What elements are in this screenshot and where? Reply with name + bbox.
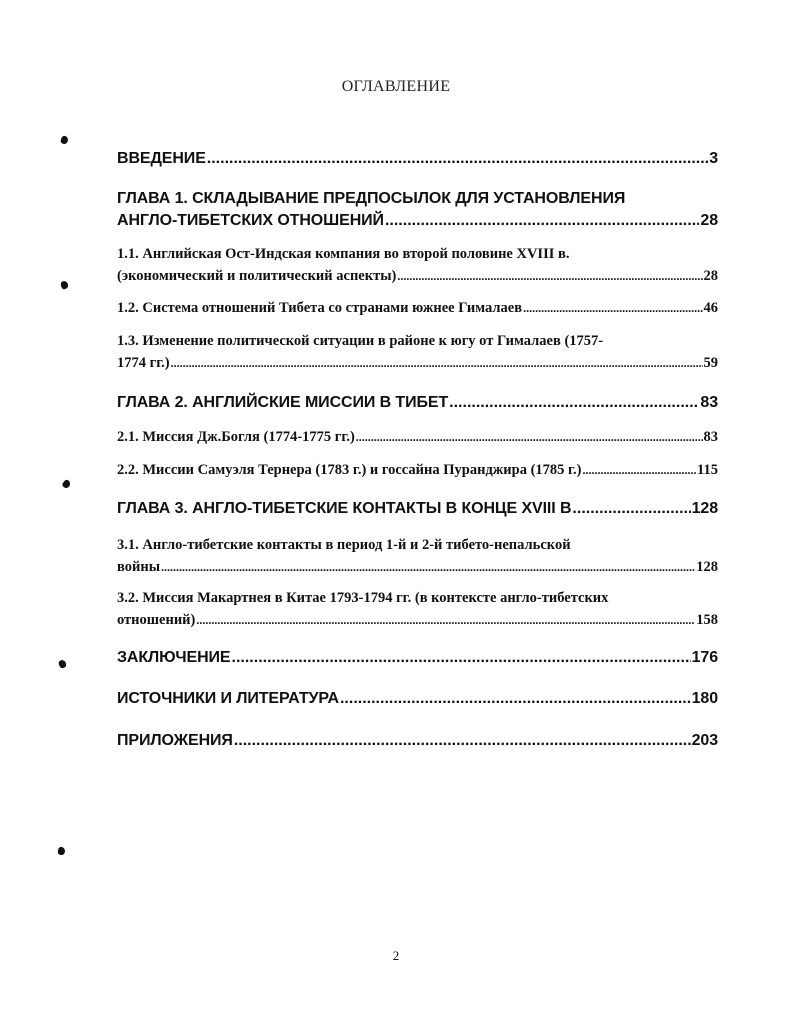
toc-entry-title: (экономический и политический аспекты) <box>117 268 397 284</box>
toc-entry-title: ПРИЛОЖЕНИЯ <box>117 732 233 749</box>
toc-entry-title: ИСТОЧНИКИ И ЛИТЕРАТУРА <box>117 690 339 707</box>
dot-leader <box>356 426 703 448</box>
dot-leader <box>161 556 695 578</box>
toc-entry-page: 128 <box>696 559 718 575</box>
toc-entry-title-line-1: 1.3. Изменение политической ситуации в районе к югу от Гималаев (1757- <box>117 333 604 349</box>
dot-leader <box>523 297 702 319</box>
dot-leader <box>196 609 695 631</box>
toc-entry-title: 2.2. Миссии Самуэля Тернера (1783 г.) и госсайна Пуранджира (1785 г.) <box>117 462 582 478</box>
toc-entry-page: 28 <box>703 268 718 284</box>
dot-leader <box>340 688 691 710</box>
scan-speck <box>58 659 68 669</box>
toc-entry-page: 46 <box>703 300 718 316</box>
scan-speck <box>60 280 69 290</box>
toc-entry-page: 83 <box>703 429 718 445</box>
toc-entry-sources <box>117 688 718 710</box>
page-number: 2 <box>392 948 400 963</box>
dot-leader <box>207 148 708 170</box>
dot-leader <box>171 352 703 374</box>
toc-entry-chapter-3 <box>117 498 718 520</box>
toc-entry-section-2-1 <box>117 426 718 448</box>
toc-entry-section-1-1 <box>117 243 718 287</box>
toc-entry-title-line-1: 3.1. Англо-тибетские контакты в период 1-й и 2-й тибето-непальской <box>117 537 571 553</box>
toc-entry-title: 1.2. Система отношений Тибета со странами южнее Гималаев <box>117 300 523 316</box>
dot-leader <box>397 265 702 287</box>
scan-speck <box>57 846 65 855</box>
toc-entry-title: АНГЛО-ТИБЕТСКИХ ОТНОШЕНИЙ <box>117 212 384 229</box>
toc-entry-page: 28 <box>700 212 718 229</box>
scan-speck <box>60 135 69 145</box>
dot-leader <box>232 647 691 669</box>
toc-entry-section-2-2 <box>117 459 718 481</box>
toc-entry-title: 1774 гг.) <box>117 355 170 371</box>
dot-leader <box>572 498 690 520</box>
toc-entry-page: 203 <box>691 732 718 749</box>
dot-leader <box>582 459 696 481</box>
toc-entry-title-line-1: ГЛАВА 1. СКЛАДЫВАНИЕ ПРЕДПОСЫЛОК ДЛЯ УСТАНОВЛЕНИЯ <box>117 190 626 207</box>
toc-entry-title: отношений) <box>117 612 196 628</box>
page-title: ОГЛАВЛЕНИЕ <box>341 78 451 95</box>
toc-entry-page: 180 <box>691 690 718 707</box>
toc-entry-chapter-2 <box>117 392 718 414</box>
dot-leader <box>234 730 691 752</box>
toc-entry-page: 176 <box>691 649 718 666</box>
toc-entry-title: ЗАКЛЮЧЕНИЕ <box>117 649 231 666</box>
toc-entry-title-line-1: 1.1. Английская Ост-Индская компания во второй половине XVIII в. <box>117 246 570 262</box>
dot-leader <box>449 392 699 414</box>
toc-entry-conclusion <box>117 647 718 669</box>
toc-entry-page: 115 <box>697 462 718 478</box>
toc-entry-title: войны <box>117 559 161 575</box>
toc-entry-page: 83 <box>700 394 718 411</box>
toc-entry-title: ГЛАВА 3. АНГЛО-ТИБЕТСКИЕ КОНТАКТЫ В КОНЦЕ XVIII В <box>117 500 572 517</box>
toc-entry-section-3-1 <box>117 534 718 578</box>
toc-entry-chapter-1 <box>117 188 718 232</box>
toc-entry-title: 2.1. Миссия Дж.Богля (1774-1775 гг.) <box>117 429 355 445</box>
toc-entry-page: 128 <box>691 500 718 517</box>
toc-entry-page: 158 <box>696 612 718 628</box>
toc-entry-page: 59 <box>703 355 718 371</box>
toc-entry-section-3-2 <box>117 587 718 631</box>
toc-entry-title: ВВЕДЕНИЕ <box>117 150 206 167</box>
toc-entry-appendices <box>117 730 718 752</box>
toc-entry-title-line-1: 3.2. Миссия Макартнея в Китае 1793-1794 гг. (в контексте англо-тибетских <box>117 590 609 606</box>
dot-leader <box>385 210 699 232</box>
toc-entry-section-1-3 <box>117 330 718 374</box>
toc-entry-page: 3 <box>709 150 718 167</box>
toc-entry-introduction <box>117 148 718 170</box>
toc-entry-title: ГЛАВА 2. АНГЛИЙСКИЕ МИССИИ В ТИБЕТ <box>117 394 449 411</box>
toc-entry-section-1-2 <box>117 297 718 319</box>
scan-speck <box>61 479 71 490</box>
